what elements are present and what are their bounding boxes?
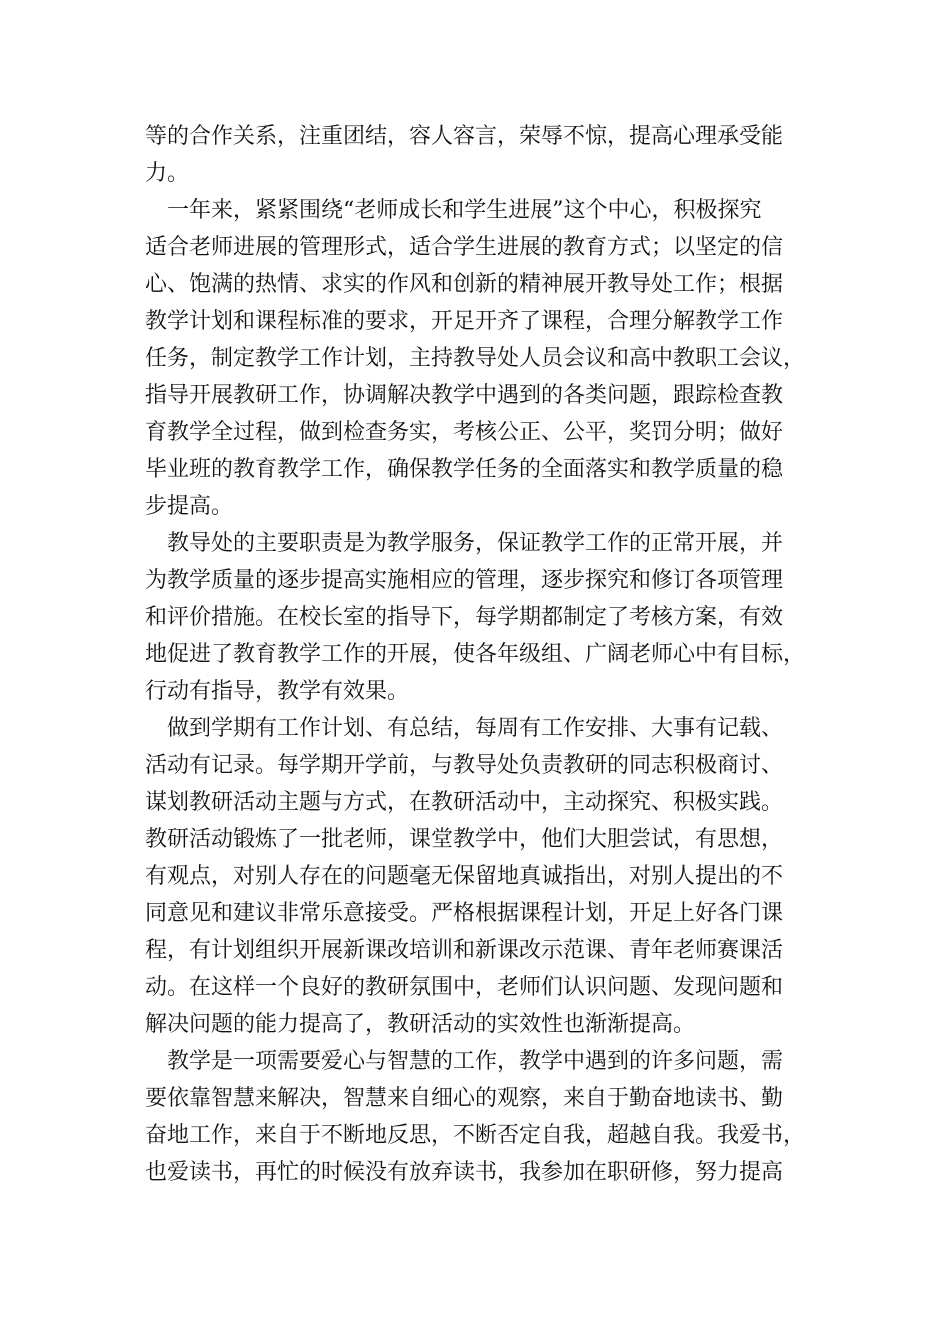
text-line: 步提高。 bbox=[145, 494, 234, 519]
paragraph-3 bbox=[145, 525, 807, 710]
text-line: 解决问题的能力提高了，教研活动的实效性也渐渐提高。 bbox=[145, 1012, 696, 1037]
document-body bbox=[145, 118, 807, 1191]
paragraph-5 bbox=[145, 1043, 807, 1191]
text-line: 指导开展教研工作，协调解决教学中遇到的各类问题，跟踪检查教 bbox=[145, 383, 784, 408]
text-line: 活动有记录。每学期开学前，与教导处负责教研的同志积极商讨、 bbox=[145, 753, 784, 778]
text-line: 教研活动锻炼了一批老师，课堂教学中，他们大胆尝试，有思想， bbox=[145, 827, 784, 852]
text-line: 毕业班的教育教学工作，确保教学任务的全面落实和教学质量的稳 bbox=[145, 457, 784, 482]
text-line: 也爱读书，再忙的时候没有放弃读书，我参加在职研修，努力提高 bbox=[145, 1160, 784, 1185]
text-line: 有观点，对别人存在的问题毫无保留地真诚指出，对别人提出的不 bbox=[145, 864, 784, 889]
text-line: 行动有指导，教学有效果。 bbox=[145, 679, 410, 704]
text-line: 教学是一项需要爱心与智慧的工作，教学中遇到的许多问题，需 bbox=[167, 1049, 784, 1074]
text-line: 力。 bbox=[145, 161, 190, 186]
text-line: 同意见和建议非常乐意接受。严格根据课程计划，开足上好各门课 bbox=[145, 901, 784, 926]
text-line: 为教学质量的逐步提高实施相应的管理，逐步探究和修订各项管理 bbox=[145, 568, 784, 593]
text-line: 育教学全过程，做到检查务实，考核公正、公平，奖罚分明；做好 bbox=[145, 420, 784, 445]
text-line: 程，有计划组织开展新课改培训和新课改示范课、青年老师赛课活 bbox=[145, 938, 784, 963]
text-line: 地促进了教育教学工作的开展，使各年级组、广阔老师心中有目标， bbox=[145, 642, 806, 667]
text-line: 心、饱满的热情、求实的作风和创新的精神展开教导处工作；根据 bbox=[145, 272, 784, 297]
text-line: 教学计划和课程标准的要求，开足开齐了课程，合理分解教学工作 bbox=[145, 309, 784, 334]
text-line: 任务，制定教学工作计划，主持教导处人员会议和高中教职工会议， bbox=[145, 346, 806, 371]
text-line: 一年来，紧紧围绕“老师成长和学生进展”这个中心，积极探究 bbox=[167, 198, 762, 223]
text-line: 等的合作关系，注重团结，容人容言，荣辱不惊，提高心理承受能 bbox=[145, 124, 784, 149]
text-line: 奋地工作，来自于不断地反思，不断否定自我，超越自我。我爱书， bbox=[145, 1123, 806, 1148]
paragraph-1 bbox=[145, 118, 807, 192]
text-line: 谋划教研活动主题与方式，在教研活动中，主动探究、积极实践。 bbox=[145, 790, 784, 815]
text-line: 适合老师进展的管理形式，适合学生进展的教育方式；以坚定的信 bbox=[145, 235, 784, 260]
text-line: 动。在这样一个良好的教研氛围中，老师们认识问题、发现问题和 bbox=[145, 975, 784, 1000]
text-line: 教导处的主要职责是为教学服务，保证教学工作的正常开展，并 bbox=[167, 531, 784, 556]
text-line: 和评价措施。在校长室的指导下，每学期都制定了考核方案，有效 bbox=[145, 605, 784, 630]
paragraph-4 bbox=[145, 710, 807, 1043]
text-line: 要依靠智慧来解决，智慧来自细心的观察，来自于勤奋地读书、勤 bbox=[145, 1086, 784, 1111]
text-line: 做到学期有工作计划、有总结，每周有工作安排、大事有记载、 bbox=[167, 716, 784, 741]
paragraph-2 bbox=[145, 192, 807, 525]
